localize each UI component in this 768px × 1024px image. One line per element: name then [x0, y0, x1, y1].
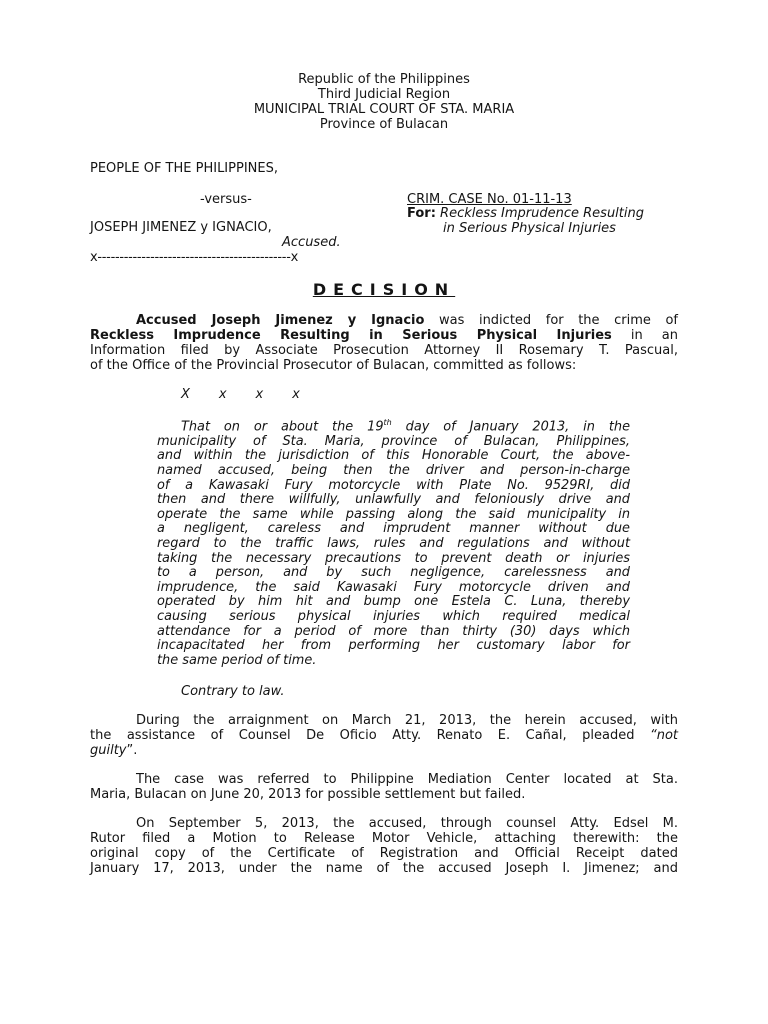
mediation-line-2: Maria, Bulacan on June 20, 2013 for possible settlement but failed. [90, 787, 526, 802]
intro-line-1: Accused Joseph Jimenez y Ignacio was indicted for the crime of [136, 313, 679, 328]
quote-line-17: the same period of time. [157, 652, 317, 668]
quote-line-9: regard to the traffic laws, rules and regulations and without [157, 536, 630, 552]
quote-line-8: a negligent, careless and imprudent manner without due [157, 521, 630, 537]
arraignment-line-1: During the arraignment on March 21, 2013, the herein accused, with [136, 713, 678, 728]
header-region: Third Judicial Region [317, 87, 451, 102]
quote-line-4: named accused, being then the driver and person-in-charge [157, 463, 630, 479]
motion-line-3: original copy of the Certificate of Registration and Official Receipt dated [90, 846, 678, 861]
quote-line-11: to a person, and by such negligence, carelessness and [157, 565, 630, 581]
quote-line-6: then and there willfully, unlawfully and feloniously drive and [157, 492, 630, 508]
intro-paragraph [90, 313, 678, 373]
arraignment-paragraph [90, 713, 678, 758]
caption-accused-label: Accused. [282, 235, 341, 250]
quote-line-1: That on or about the 19th day of January 2013, in the [181, 418, 630, 435]
charge-line-2: in Serious Physical Injuries [443, 221, 616, 236]
document-title: DECISION [312, 280, 456, 299]
mediation-paragraph [90, 772, 678, 802]
quote-line-13: operated by him hit and bump one Estela C. Luna, thereby [157, 594, 630, 610]
quote-line-10: taking the necessary precautions to prevent death or injuries [157, 550, 630, 566]
for-label: For: [407, 206, 436, 221]
motion-paragraph [90, 816, 678, 876]
quote-line-14: causing serious physical injuries which required medical [157, 609, 630, 625]
header-province: Province of Bulacan [319, 117, 449, 132]
header-court: MUNICIPAL TRIAL COURT OF STA. MARIA [253, 102, 515, 117]
case-number: CRIM. CASE No. 01-11-13 [407, 192, 572, 207]
quote-line-2: municipality of Sta. Maria, province of Bulacan, Philippines, [157, 433, 630, 449]
motion-line-4: January 17, 2013, under the name of the accused Joseph I. Jimenez; and [90, 861, 678, 876]
caption-plaintiff: PEOPLE OF THE PHILIPPINES, [90, 161, 278, 176]
arraignment-line-3: guilty”. [90, 743, 138, 758]
omission-marker: X x x x [181, 387, 300, 402]
quote-line-16: incapacitated her from performing her customary labor for [157, 638, 630, 654]
motion-line-1: On September 5, 2013, the accused, through counsel Atty. Edsel M. [136, 816, 678, 831]
case-charge [407, 206, 644, 221]
intro-line-4: of the Office of the Provincial Prosecutor of Bulacan, committed as follows: [90, 358, 577, 373]
quote-line-3: and within the jurisdiction of this Honorable Court, the above- [157, 448, 630, 464]
intro-line-3: Information filed by Associate Prosecution Attorney II Rosemary T. Pascual, [90, 343, 678, 358]
caption-separator: x--------------------------------------------x [90, 250, 298, 265]
quote-line-12: imprudence, the said Kawasaki Fury motorcycle driven and [157, 579, 630, 595]
arraignment-line-2: the assistance of Counsel De Oficio Atty. Renato E. Cañal, pleaded “not [90, 728, 678, 743]
quote-line-5: of a Kawasaki Fury motorcycle with Plate No. 9529RI, did [157, 477, 630, 493]
contrary-to-law: Contrary to law. [181, 684, 285, 699]
caption-accused-name: JOSEPH JIMENEZ y IGNACIO, [90, 220, 272, 235]
motion-line-2: Rutor filed a Motion to Release Motor Vehicle, attaching therewith: the [90, 831, 678, 846]
quote-line-7: operate the same while passing along the said municipality in [157, 506, 630, 522]
caption-versus: -versus- [200, 192, 252, 207]
charge-line-1: Reckless Imprudence Resulting [440, 206, 644, 221]
mediation-line-1: The case was referred to Philippine Mediation Center located at Sta. [136, 772, 678, 787]
intro-line-2: Reckless Imprudence Resulting in Serious Physical Injuries in an [90, 328, 679, 343]
header-republic: Republic of the Philippines [298, 72, 470, 87]
quoted-information [157, 416, 630, 668]
quote-line-15: attendance for a period of more than thirty (30) days which [157, 623, 630, 639]
